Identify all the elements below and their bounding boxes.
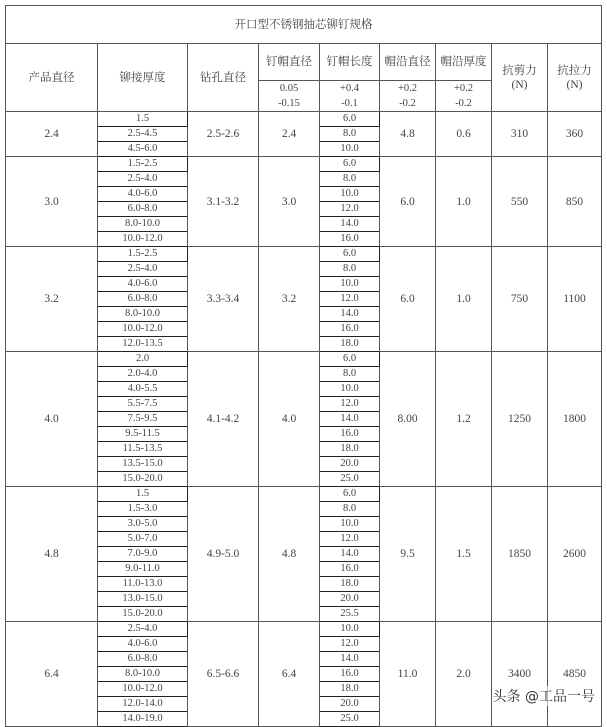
cell-grip: 10.0-12.0 [98,322,188,337]
cell-drill: 3.3-3.4 [188,247,259,352]
cell-length: 25.0 [320,712,380,727]
cell-brim-thk: 1.2 [436,352,492,487]
cell-grip: 9.0-11.0 [98,562,188,577]
cell-length: 14.0 [320,547,380,562]
cell-grip: 12.0-14.0 [98,697,188,712]
cell-grip: 1.5-2.5 [98,247,188,262]
table-row [6,247,602,262]
table-title: 开口型不锈钢抽芯铆钉规格 [6,6,602,44]
cell-shear: 1250 [492,352,548,487]
cell-diameter: 4.0 [6,352,98,487]
cell-shear: 3400 [492,622,548,727]
cell-brim-dia: 11.0 [380,622,436,727]
cell-length: 6.0 [320,352,380,367]
cell-tensile: 1800 [548,352,602,487]
cell-length: 6.0 [320,112,380,127]
cell-brim-thk: 1.0 [436,157,492,247]
cell-grip: 5.0-7.0 [98,532,188,547]
cell-grip: 1.5-2.5 [98,157,188,172]
cell-length: 10.0 [320,622,380,637]
cell-tensile: 2600 [548,487,602,622]
cell-length: 14.0 [320,217,380,232]
cell-length: 18.0 [320,337,380,352]
cell-length: 16.0 [320,232,380,247]
cell-grip: 8.0-10.0 [98,307,188,322]
header-diameter: 产品直径 [6,44,98,112]
cell-head-dia: 3.2 [259,247,320,352]
cell-length: 8.0 [320,127,380,142]
cell-tensile: 360 [548,112,602,157]
cell-grip: 10.0-12.0 [98,682,188,697]
table-row [6,487,602,502]
header-shear: 抗剪力 (N) [492,44,548,112]
cell-grip: 2.5-4.0 [98,262,188,277]
cell-grip: 9.5-11.5 [98,427,188,442]
cell-length: 16.0 [320,427,380,442]
cell-length: 14.0 [320,652,380,667]
cell-brim-dia: 6.0 [380,247,436,352]
cell-grip: 2.0-4.0 [98,367,188,382]
cell-length: 20.0 [320,457,380,472]
cell-length: 18.0 [320,577,380,592]
cell-diameter: 6.4 [6,622,98,727]
cell-grip: 12.0-13.5 [98,337,188,352]
cell-grip: 11.0-13.0 [98,577,188,592]
cell-drill: 2.5-2.6 [188,112,259,157]
cell-length: 16.0 [320,562,380,577]
cell-grip: 7.0-9.0 [98,547,188,562]
cell-grip: 14.0-19.0 [98,712,188,727]
cell-grip: 3.0-5.0 [98,517,188,532]
header-brim-dia: 帽沿直径 [380,44,436,81]
cell-length: 6.0 [320,247,380,262]
cell-length: 16.0 [320,667,380,682]
cell-grip: 2.5-4.0 [98,172,188,187]
cell-length: 10.0 [320,142,380,157]
cell-head-dia: 2.4 [259,112,320,157]
cell-grip: 4.0-6.0 [98,187,188,202]
cell-brim-dia: 6.0 [380,157,436,247]
cell-grip: 8.0-10.0 [98,667,188,682]
cell-length: 14.0 [320,412,380,427]
cell-grip: 13.0-15.0 [98,592,188,607]
cell-length: 6.0 [320,487,380,502]
cell-grip: 6.0-8.0 [98,292,188,307]
cell-length: 12.0 [320,202,380,217]
tol-brim-thk: +0.2 -0.2 [436,81,492,112]
cell-tensile: 850 [548,157,602,247]
cell-drill: 4.1-4.2 [188,352,259,487]
cell-drill: 3.1-3.2 [188,157,259,247]
cell-brim-thk: 2.0 [436,622,492,727]
cell-brim-thk: 0.6 [436,112,492,157]
cell-shear: 310 [492,112,548,157]
cell-length: 8.0 [320,367,380,382]
table-row [6,112,602,127]
table-row [6,157,602,172]
table-row [6,622,602,637]
cell-head-dia: 4.0 [259,352,320,487]
cell-drill: 6.5-6.6 [188,622,259,727]
cell-length: 8.0 [320,172,380,187]
header-brim-thk: 帽沿厚度 [436,44,492,81]
tol-brim-dia: +0.2 -0.2 [380,81,436,112]
cell-grip: 2.0 [98,352,188,367]
header-head-dia: 钉帽直径 [259,44,320,81]
tol-head-dia: 0.05 -0.15 [259,81,320,112]
cell-length: 8.0 [320,262,380,277]
cell-length: 10.0 [320,517,380,532]
cell-length: 25.5 [320,607,380,622]
tol-head-len: +0.4 -0.1 [320,81,380,112]
cell-brim-thk: 1.0 [436,247,492,352]
cell-length: 6.0 [320,157,380,172]
table-row [6,352,602,367]
cell-grip: 2.5-4.0 [98,622,188,637]
cell-length: 10.0 [320,277,380,292]
watermark: 头条 @工品一号 [493,686,595,706]
cell-length: 20.0 [320,592,380,607]
cell-grip: 15.0-20.0 [98,472,188,487]
cell-brim-dia: 4.8 [380,112,436,157]
cell-shear: 1850 [492,487,548,622]
header-tensile: 抗拉力 (N) [548,44,602,112]
cell-length: 10.0 [320,187,380,202]
cell-grip: 5.5-7.5 [98,397,188,412]
cell-grip: 8.0-10.0 [98,217,188,232]
cell-grip: 4.0-6.0 [98,637,188,652]
cell-head-dia: 3.0 [259,157,320,247]
cell-head-dia: 6.4 [259,622,320,727]
cell-grip: 1.5 [98,112,188,127]
cell-diameter: 4.8 [6,487,98,622]
cell-head-dia: 4.8 [259,487,320,622]
cell-length: 12.0 [320,532,380,547]
cell-grip: 4.5-6.0 [98,142,188,157]
cell-length: 25.0 [320,472,380,487]
cell-length: 14.0 [320,307,380,322]
cell-length: 10.0 [320,382,380,397]
cell-brim-dia: 9.5 [380,487,436,622]
cell-brim-dia: 8.00 [380,352,436,487]
rivet-spec-table [5,5,602,727]
cell-tensile: 1100 [548,247,602,352]
cell-grip: 4.0-5.5 [98,382,188,397]
cell-grip: 11.5-13.5 [98,442,188,457]
cell-tensile: 4850 [548,622,602,727]
header-head-len: 钉帽长度 [320,44,380,81]
cell-grip: 13.5-15.0 [98,457,188,472]
header-drill: 钻孔直径 [188,44,259,112]
cell-drill: 4.9-5.0 [188,487,259,622]
cell-length: 12.0 [320,397,380,412]
cell-grip: 2.5-4.5 [98,127,188,142]
cell-grip: 1.5 [98,487,188,502]
cell-length: 16.0 [320,322,380,337]
cell-grip: 6.0-8.0 [98,652,188,667]
cell-shear: 750 [492,247,548,352]
cell-length: 18.0 [320,682,380,697]
header-grip: 铆接厚度 [98,44,188,112]
table-body [6,112,602,727]
cell-length: 12.0 [320,292,380,307]
cell-grip: 15.0-20.0 [98,607,188,622]
cell-grip: 4.0-6.0 [98,277,188,292]
cell-grip: 10.0-12.0 [98,232,188,247]
cell-brim-thk: 1.5 [436,487,492,622]
cell-grip: 7.5-9.5 [98,412,188,427]
cell-diameter: 3.0 [6,157,98,247]
cell-grip: 6.0-8.0 [98,202,188,217]
cell-length: 20.0 [320,697,380,712]
cell-diameter: 3.2 [6,247,98,352]
cell-grip: 1.5-3.0 [98,502,188,517]
cell-diameter: 2.4 [6,112,98,157]
cell-length: 8.0 [320,502,380,517]
cell-length: 18.0 [320,442,380,457]
cell-length: 12.0 [320,637,380,652]
cell-shear: 550 [492,157,548,247]
